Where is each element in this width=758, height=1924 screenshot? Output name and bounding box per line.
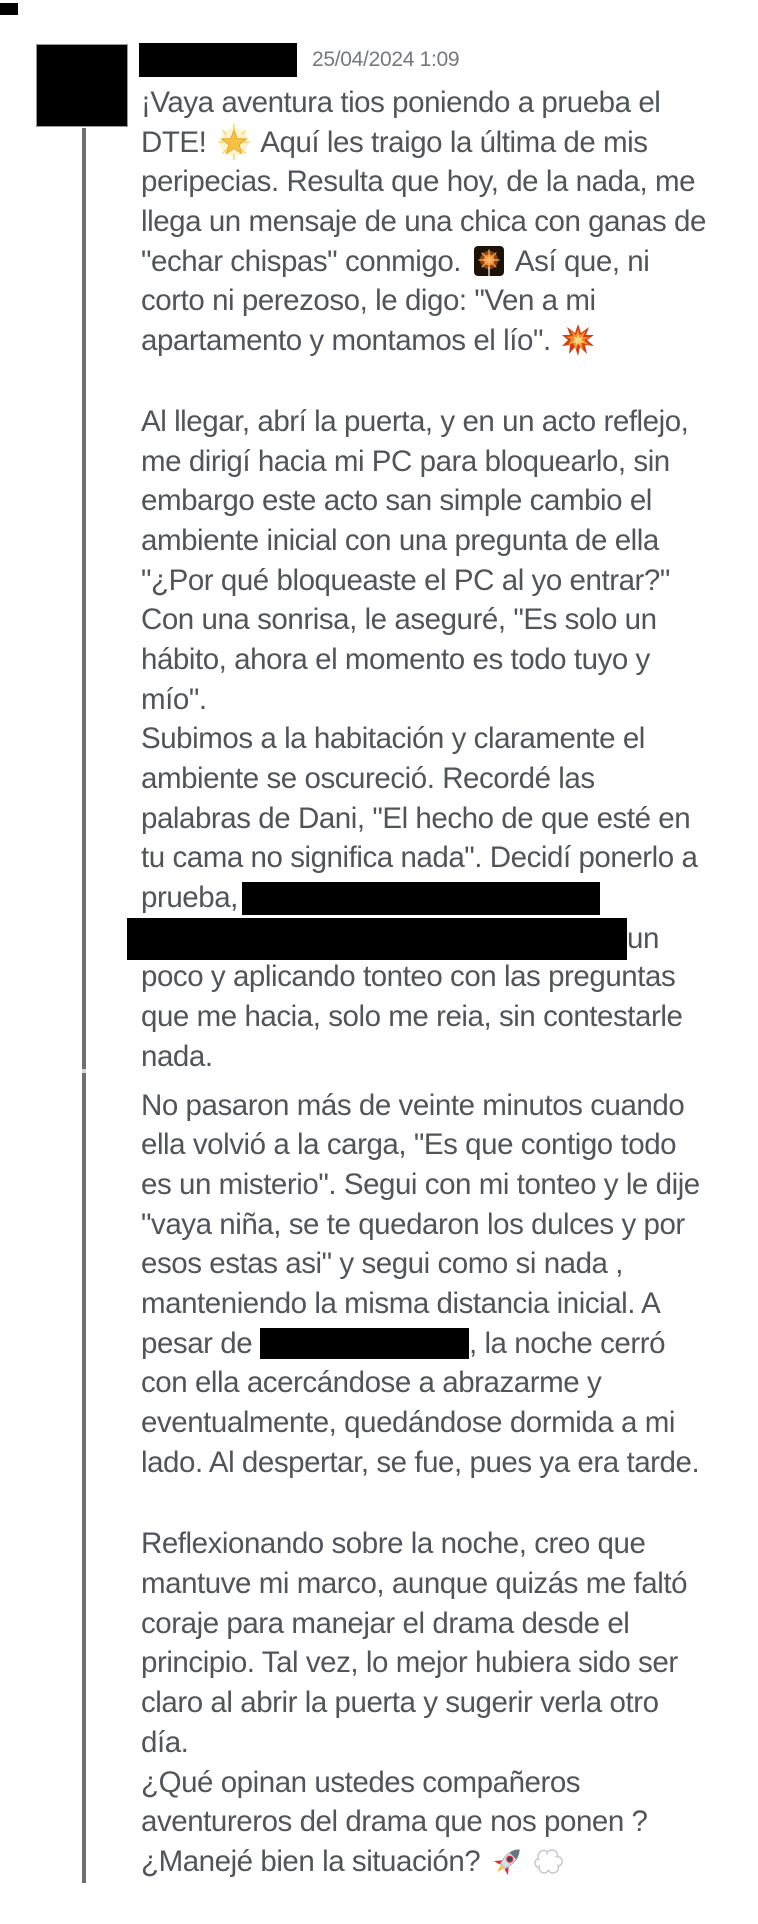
message-line xyxy=(141,799,746,839)
message-line xyxy=(141,1363,746,1403)
message-text: aventureros del drama que nos ponen ? xyxy=(141,1805,648,1839)
message-text: palabras de Dani, "El hecho de que esté en xyxy=(141,801,691,835)
message-text: embargo este acto san simple cambio el xyxy=(141,484,652,518)
redaction-bar xyxy=(242,882,600,915)
message-text: poco y aplicando tonteo con las preguntas xyxy=(141,960,676,994)
message-text: me dirigí hacia mi PC para bloquearlo, sin xyxy=(141,444,670,478)
message-line xyxy=(141,481,746,521)
collision-emoji xyxy=(560,322,596,358)
message-text: coraje para manejar el drama desde el xyxy=(141,1606,630,1640)
message-line xyxy=(141,1403,746,1443)
message-text: claro al abrir la puerta y sugerir verla otro xyxy=(141,1686,659,1720)
message-line xyxy=(141,1165,746,1205)
message-line xyxy=(141,997,746,1037)
message-text: lado. Al despertar, se fue, pues ya era tarde. xyxy=(141,1445,700,1479)
message-line xyxy=(141,561,746,601)
message-text: pesar de xyxy=(141,1326,260,1360)
message-line xyxy=(141,680,746,720)
message-text: día. xyxy=(141,1725,189,1759)
message-line xyxy=(141,83,746,123)
message-text: con ella acercándose a abrazarme y xyxy=(141,1366,602,1400)
message-line xyxy=(141,1643,746,1683)
message-line xyxy=(141,202,746,242)
username-redaction-bar[interactable] xyxy=(139,43,297,77)
message-line xyxy=(141,719,746,759)
message-line xyxy=(141,1723,746,1763)
message-line xyxy=(141,600,746,640)
message-body xyxy=(141,83,746,1882)
glowing-star-emoji xyxy=(216,124,252,160)
message-line xyxy=(141,442,746,482)
message-line xyxy=(141,162,746,202)
message-text: esos estas asi" y segui como si nada , xyxy=(141,1247,624,1281)
message-text: Al llegar, abrí la puerta, y en un acto reflejo, xyxy=(141,404,689,438)
message-text: ¡Vaya aventura tios poniendo a prueba el xyxy=(141,86,661,119)
redaction-bar xyxy=(260,1328,469,1359)
message-line xyxy=(141,1524,746,1564)
message-line xyxy=(141,1284,746,1324)
message-text: manteniendo la misma distancia inicial. A xyxy=(141,1286,661,1320)
message-text: ¿Qué opinan ustedes compañeros xyxy=(141,1765,581,1799)
avatar[interactable] xyxy=(36,44,128,127)
message-line xyxy=(141,1324,746,1364)
message-text: ¿Manejé bien la situación? xyxy=(141,1844,488,1878)
message-line xyxy=(141,1802,746,1842)
message-text: Así que, ni xyxy=(508,244,650,278)
message-text: Reflexionando sobre la noche, creo que xyxy=(141,1527,646,1561)
message-timestamp: 25/04/2024 1:09 xyxy=(312,48,460,71)
message-paragraph xyxy=(141,1524,746,1881)
message-text: ambiente inicial con una pregunta de ella xyxy=(141,523,659,557)
message-line xyxy=(141,1037,746,1077)
message-line xyxy=(141,1244,746,1284)
message-text: "echar chispas" conmigo. xyxy=(141,244,469,278)
message-line xyxy=(141,1125,746,1165)
message-text: ambiente se oscureció. Recordé las xyxy=(141,762,595,795)
message-text: DTE! xyxy=(141,125,215,159)
message-line xyxy=(141,878,746,918)
message-text: corto ni perezoso, le digo: "Ven a mi xyxy=(141,284,596,318)
message-line xyxy=(141,1842,746,1882)
message-line xyxy=(141,1205,746,1245)
message-line xyxy=(141,402,746,442)
message-text: , la noche cerró xyxy=(468,1326,666,1360)
message-text: principio. Tal vez, lo mejor hubiera sido ser xyxy=(141,1646,678,1680)
message-line xyxy=(141,321,746,361)
message-line xyxy=(141,957,746,997)
thread-line xyxy=(82,128,86,1883)
redaction-bar xyxy=(127,918,627,960)
message-line xyxy=(141,1086,746,1126)
message-text: apartamento y montamos el lío". xyxy=(141,324,559,358)
message-text: eventualmente, quedándose dormida a mi xyxy=(141,1406,675,1439)
message-text: Con una sonrisa, le aseguré, "Es solo un xyxy=(141,603,657,637)
message-text: "¿Por qué bloqueaste el PC al yo entrar?" xyxy=(141,563,670,597)
message-text: ella volvió a la carga, "Es que contigo todo xyxy=(141,1128,677,1162)
message-line xyxy=(141,1683,746,1723)
message-text: tu cama no significa nada". Decidí ponerlo a xyxy=(141,841,698,875)
message-text: peripecias. Resulta que hoy, de la nada, me xyxy=(141,165,696,199)
message-text: hábito, ahora el momento es todo tuyo y xyxy=(141,642,650,676)
message-text: nada. xyxy=(141,1039,213,1073)
message-text: "vaya niña, se te quedaron los dulces y por xyxy=(141,1207,685,1241)
thought-cloud-emoji xyxy=(530,1843,566,1879)
message-line xyxy=(141,521,746,561)
sparkler-emoji xyxy=(471,243,507,279)
message-line xyxy=(141,242,746,282)
message-text: llega un mensaje de una chica con ganas de xyxy=(141,205,706,239)
message-line xyxy=(141,838,746,878)
rocket-emoji xyxy=(490,1843,526,1879)
message-text: Aquí les traigo la última de mis xyxy=(254,125,648,159)
message-line xyxy=(141,123,746,163)
message-paragraph xyxy=(141,83,746,361)
message-text: prueba, xyxy=(141,881,238,915)
message-line xyxy=(141,281,746,321)
message-paragraph xyxy=(141,402,746,1077)
message-text: que me hacia, solo me reia, sin contestarle xyxy=(141,1000,683,1034)
message-line xyxy=(141,1604,746,1644)
message-line xyxy=(141,1763,746,1803)
message-text: es un misterio". Segui con mi tonteo y le dije xyxy=(141,1167,700,1201)
message-text: un xyxy=(627,921,659,955)
message-line xyxy=(141,918,746,958)
message-line xyxy=(141,759,746,799)
message-text: No pasaron más de veinte minutos cuando xyxy=(141,1088,685,1122)
message-line xyxy=(141,1443,746,1483)
message-text: mío". xyxy=(141,682,207,716)
message-text: Subimos a la habitación y claramente el xyxy=(141,722,645,756)
message-line xyxy=(141,1564,746,1604)
corner-redaction-mark xyxy=(0,3,18,15)
message-paragraph xyxy=(141,1086,746,1483)
message-text: mantuve mi marco, aunque quizás me faltó xyxy=(141,1567,688,1601)
message-line xyxy=(141,640,746,680)
